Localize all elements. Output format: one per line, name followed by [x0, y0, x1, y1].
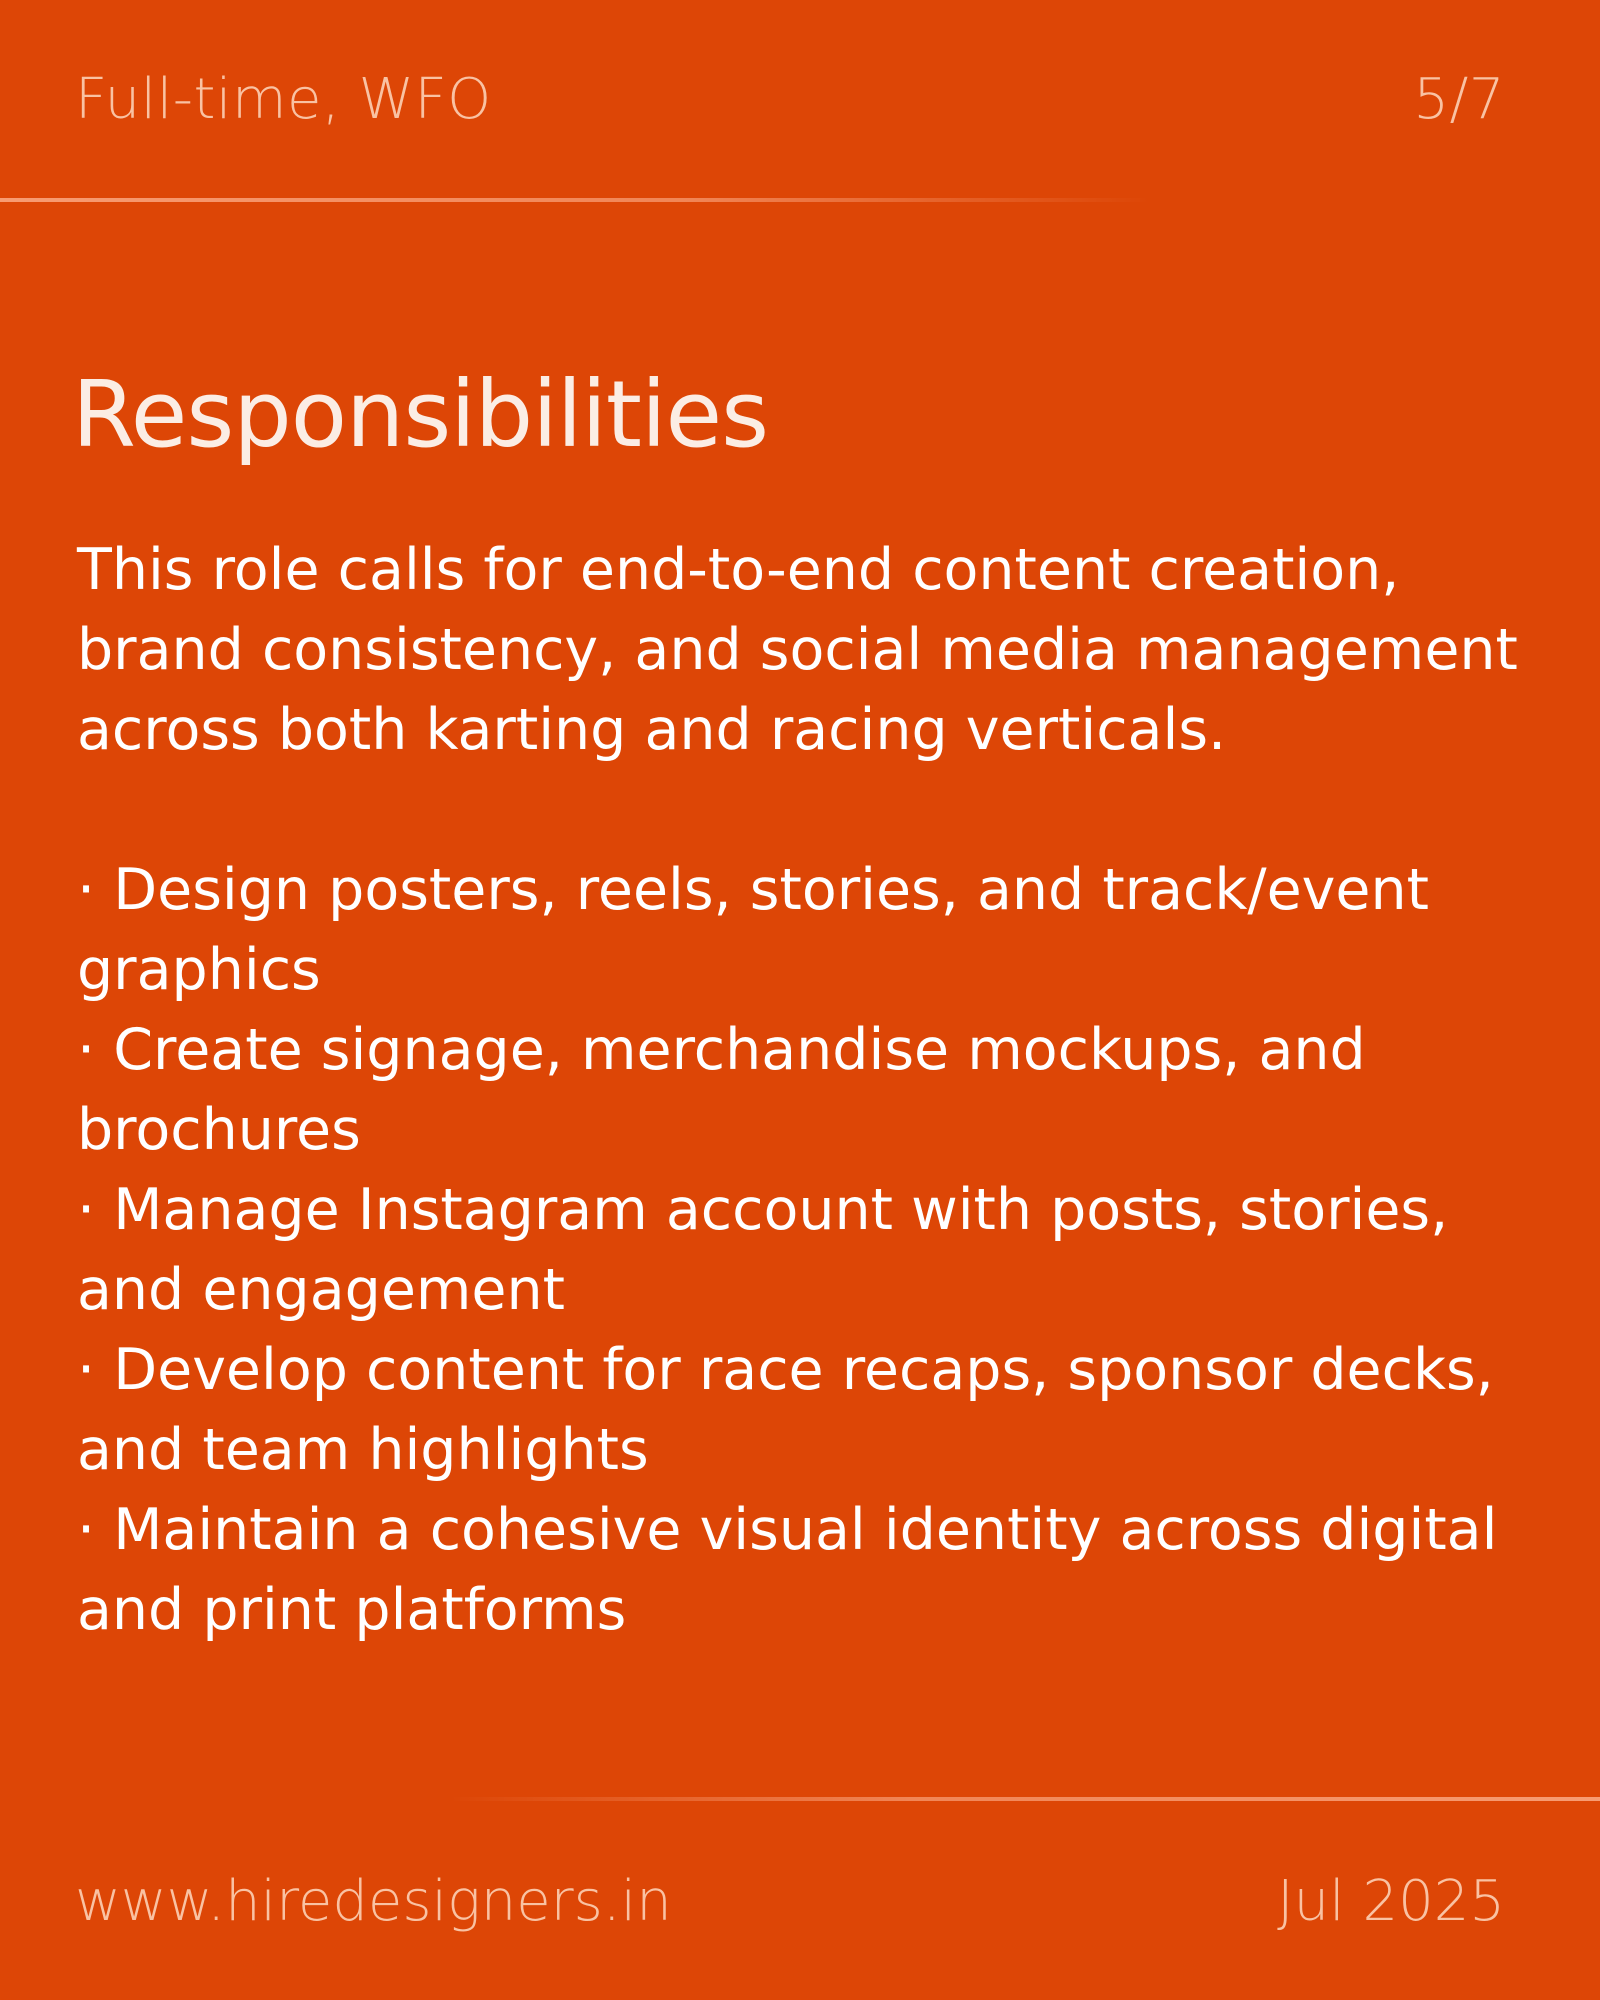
responsibilities-list [77, 850, 1557, 1650]
bottom-divider [450, 1797, 1600, 1801]
section-title: Responsibilities [72, 361, 769, 468]
top-divider [0, 198, 1150, 202]
job-type-label: Full-time, WFO [75, 67, 492, 132]
list-item: · Design posters, reels, stories, and track/event graphics [77, 857, 1429, 1003]
list-item: · Manage Instagram account with posts, stories, and engagement [77, 1177, 1449, 1323]
responsibilities-content [77, 530, 1557, 1650]
date-label: Jul 2025 [1277, 1869, 1505, 1934]
list-item: · Create signage, merchandise mockups, and brochures [77, 1017, 1366, 1163]
website-link[interactable]: www.hiredesigners.in [75, 1869, 672, 1934]
list-item: · Develop content for race recaps, sponsor decks, and team highlights [77, 1337, 1494, 1483]
list-item: · Maintain a cohesive visual identity across digital and print platforms [77, 1497, 1498, 1643]
page-indicator: 5/7 [1413, 67, 1505, 132]
intro-paragraph: This role calls for end-to-end content creation, brand consistency, and social media management across both karting and racing verticals. [77, 537, 1518, 763]
